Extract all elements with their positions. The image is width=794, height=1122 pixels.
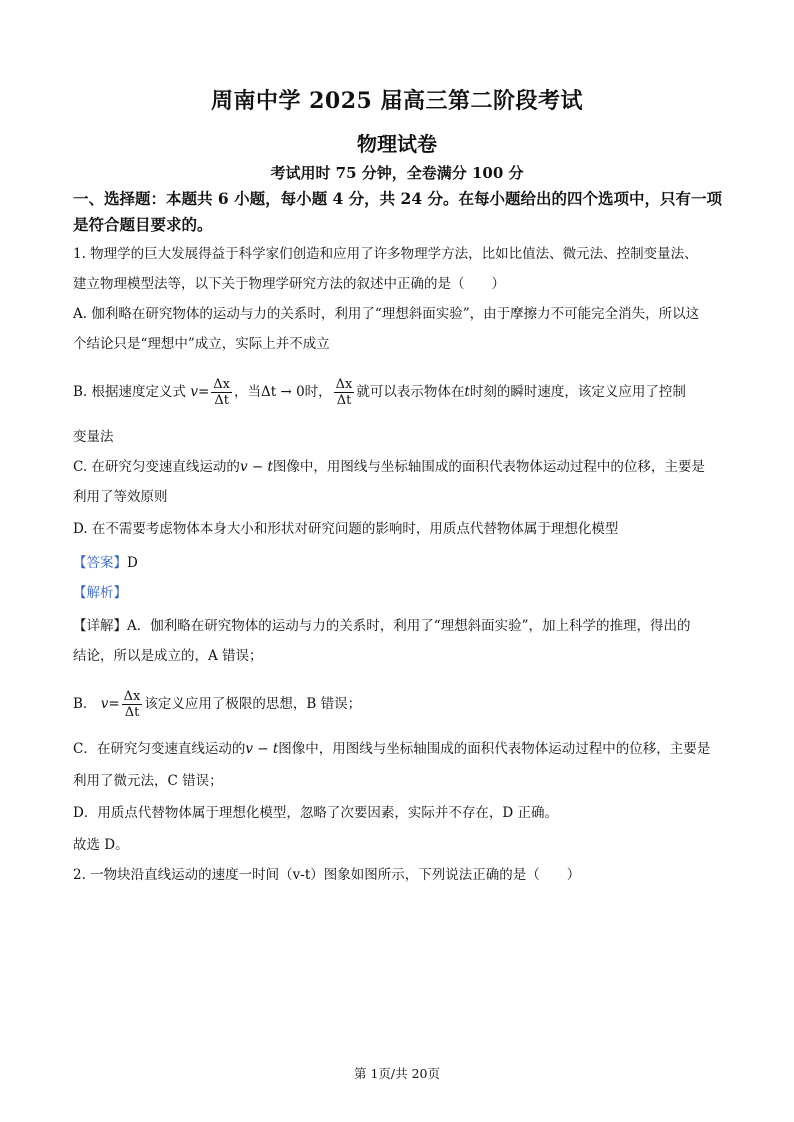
q1-conclusion: 故选 D。	[73, 837, 129, 853]
detail-c-suffix: 图像中，用图线与坐标轴围成的面积代表物体运动过程中的位移，主要是	[278, 741, 711, 757]
q1-option-c-prefix: C. 在研究匀变速直线运动的	[73, 459, 240, 475]
q2-stem: 2. 一物块沿直线运动的速度一时间（v-t）图象如图所示，下列说法正确的是（ ）	[73, 867, 581, 883]
section-heading-line1: 一、选择题：本题共 6 小题，每小题 4 分，共 24 分。在每小题给出的四个选项中，只有一项	[73, 189, 723, 208]
q1-option-b-prefix: B. 根据速度定义式	[73, 384, 187, 400]
school-exam-title: 周南中学 2025 届高三第二阶段考试	[210, 88, 584, 114]
q1-option-b-eq: =	[197, 384, 210, 400]
q1-option-b-mid1: ，当	[234, 384, 261, 400]
q1-option-b-fraction-2	[334, 377, 355, 408]
q1-option-c-line1	[73, 458, 705, 476]
detail-b-v: v	[100, 696, 109, 712]
page-footer: 第 1页/共 20页	[353, 1066, 441, 1081]
section-heading-line2: 是符合题目要求的。	[73, 215, 213, 234]
q1-option-c-vt: v − t	[239, 459, 273, 475]
answer-tag: 【答案】	[73, 555, 127, 571]
detail-b-eq: =	[108, 696, 120, 712]
detail-c-line2: 利用了微元法，C 错误；	[73, 773, 223, 789]
detail-c-prefix: C．在研究匀变速直线运动的	[73, 741, 246, 757]
q1-option-c-suffix: 图像中，用图线与坐标轴围成的面积代表物体运动过程中的位移，主要是	[272, 459, 705, 475]
detail-a-text: A．伽利略在研究物体的运动与力的关系时，利用了“理想斜面实验”，加上科学的推理，得出的	[127, 618, 691, 634]
q1-option-a-line1: A. 伽利略在研究物体的运动与力的关系时，利用了“理想斜面实验”，由于摩擦力不可能完全消失，所以这	[73, 306, 700, 322]
q1-option-b-fraction	[211, 377, 232, 408]
fraction-denominator: Δt	[336, 393, 352, 408]
fraction-numerator: Δx	[123, 689, 141, 704]
q1-option-b-limit: Δt → 0	[261, 384, 305, 400]
q1-option-b-mid3: 就可以表示物体在	[356, 384, 465, 400]
detail-a-line2: 结论，所以是成立的，A 错误；	[73, 648, 263, 664]
fraction-numerator: Δx	[335, 377, 353, 392]
q1-option-b-line2: 变量法	[73, 429, 114, 445]
answer-value: D	[127, 555, 138, 571]
detail-c-vt: v − t	[245, 741, 279, 757]
fraction-numerator: Δx	[213, 377, 230, 392]
detail-c-line1	[73, 740, 710, 758]
detail-b-prefix: B．	[73, 696, 97, 712]
q1-option-d: D. 在不需要考虑物体本身大小和形状对研究问题的影响时，用质点代替物体属于理想化模型	[73, 521, 619, 537]
detail-d-line: D．用质点代替物体属于理想化模型，忽略了次要因素，实际并不存在，D 正确。	[73, 805, 558, 821]
q1-option-c-line2: 利用了等效原则	[73, 489, 168, 505]
fraction-denominator: Δt	[124, 705, 140, 720]
detail-a-line1	[73, 617, 691, 635]
q1-answer	[73, 554, 138, 572]
detail-b-fraction	[122, 689, 143, 720]
q1-option-b-v: v	[190, 384, 198, 400]
q1-option-b-line1	[73, 374, 686, 410]
q1-stem-line2: 建立物理模型法等，以下关于物理学研究方法的叙述中正确的是（ ）	[73, 276, 505, 292]
q1-option-b-suffix: 时刻的瞬时速度，该定义应用了控制	[469, 384, 686, 400]
detail-tag: 【详解】	[73, 618, 127, 634]
q1-option-b-t: t	[464, 384, 470, 400]
q1-option-b-mid2: 时，	[304, 384, 332, 400]
analysis-tag: 【解析】	[73, 585, 127, 601]
exam-time-info: 考试用时 75 分钟，全卷满分 100 分	[270, 164, 524, 182]
detail-b-line	[73, 686, 361, 722]
q1-stem-line1: 1. 物理学的巨大发展得益于科学家们创造和应用了许多物理学方法，比如比值法、微元法、控制变量法、	[73, 246, 698, 262]
q1-option-a-line2: 个结论只是“理想中”成立，实际上并不成立	[73, 336, 330, 352]
subject-title: 物理试卷	[357, 132, 437, 156]
detail-b-suffix: 该定义应用了极限的思想，B 错误；	[144, 696, 362, 712]
fraction-denominator: Δt	[214, 393, 229, 408]
